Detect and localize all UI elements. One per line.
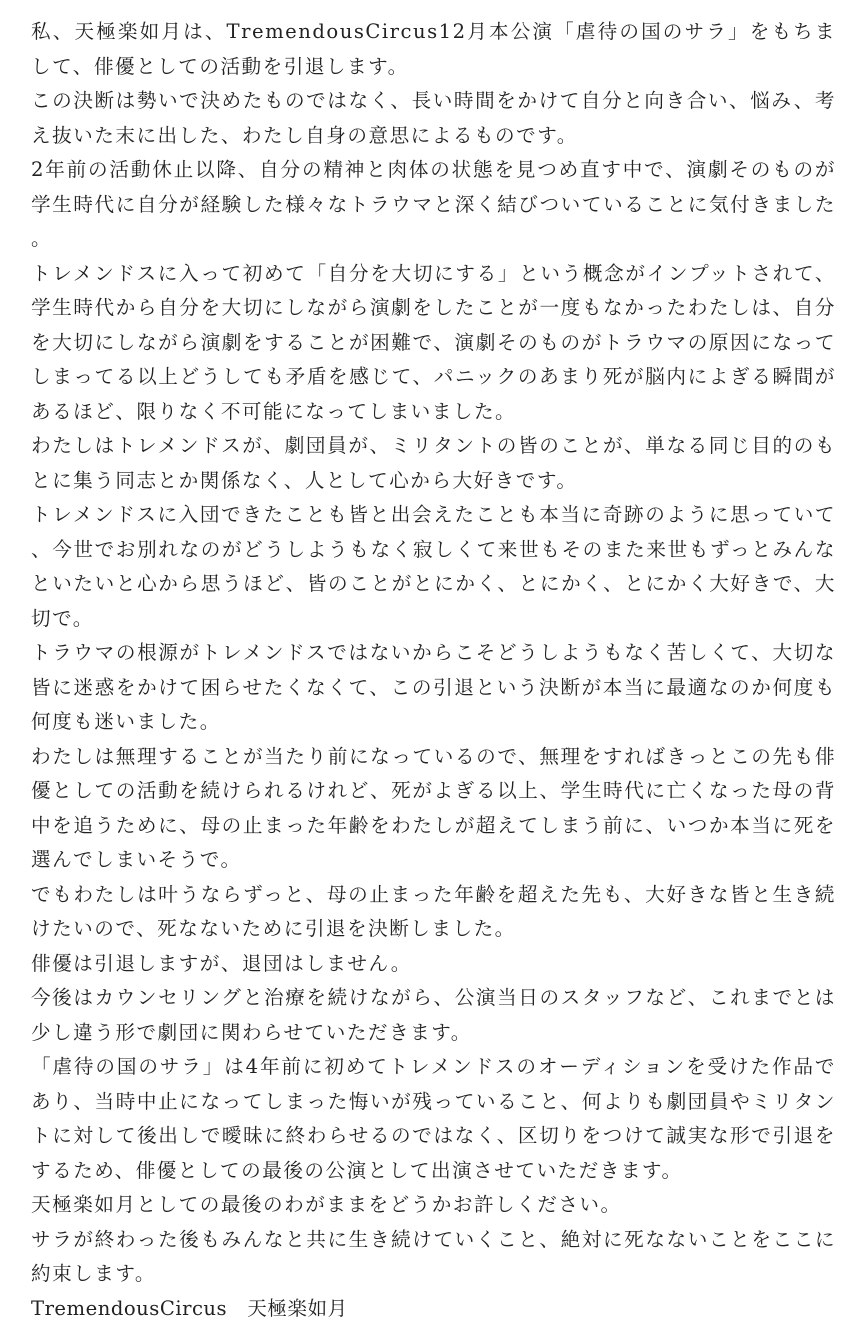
paragraph-3: 2年前の活動休止以降、自分の精神と肉体の状態を見つめ直す中で、演劇そのものが学生時代に自分が経験した様々なトラウマと深く結びついていることに気付きました。 [31, 153, 836, 257]
paragraph-8: わたしは無理することが当たり前になっているので、無理をすればきっとこの先も俳優としての活動を続けられるけれど、死がよぎる以上、学生時代に亡くなった母の背中を追うために、母の止まった年齢をわたしが超えてしまう前に、いつか本当に死を選んでしまいそうで。 [31, 740, 836, 878]
paragraph-4: トレメンドスに入って初めて「自分を大切にする」という概念がインプットされて、学生時代から自分を大切にしながら演劇をしたことが一度もなかったわたしは、自分を大切にしながら演劇をすることが困難で、演劇そのものがトラウマの原因になってしまってる以上どうしても矛盾を感じて、パニックのあまり死が脳内によぎる瞬間があるほど、限りなく不可能になってしまいました。 [31, 257, 836, 430]
statement-body [31, 15, 836, 1292]
paragraph-14: サラが終わった後もみんなと共に生き続けていくこと、絶対に死なないことをここに約束します。 [31, 1223, 836, 1292]
paragraph-13: 天極楽如月としての最後のわがままをどうかお許しください。 [31, 1188, 836, 1223]
paragraph-11: 今後はカウンセリングと治療を続けながら、公演当日のスタッフなど、これまでとは少し違う形で劇団に関わらせていただきます。 [31, 981, 836, 1050]
paragraph-10: 俳優は引退しますが、退団はしません。 [31, 947, 836, 982]
signature: TremendousCircus 天極楽如月 [31, 1292, 836, 1326]
paragraph-5: わたしはトレメンドスが、劇団員が、ミリタントの皆のことが、単なる同じ目的のもとに集う同志とか関係なく、人として心から大好きです。 [31, 429, 836, 498]
paragraph-2: この決断は勢いで決めたものではなく、長い時間をかけて自分と向き合い、悩み、考え抜いた末に出した、わたし自身の意思によるものです。 [31, 84, 836, 153]
paragraph-12: 「虐待の国のサラ」は4年前に初めてトレメンドスのオーディションを受けた作品であり、当時中止になってしまった悔いが残っていること、何よりも劇団員やミリタントに対して後出しで曖昧に終わらせるのではなく、区切りをつけて誠実な形で引退をするため、俳優としての最後の公演として出演させていただきます。 [31, 1050, 836, 1188]
paragraph-1: 私、天極楽如月は、TremendousCircus12月本公演「虐待の国のサラ」をもちまして、俳優としての活動を引退します。 [31, 15, 836, 84]
paragraph-9: でもわたしは叶うならずっと、母の止まった年齢を超えた先も、大好きな皆と生き続けたいので、死なないために引退を決断しました。 [31, 878, 836, 947]
paragraph-6: トレメンドスに入団できたことも皆と出会えたことも本当に奇跡のように思っていて、今世でお別れなのがどうしようもなく寂しくて来世もそのまた来世もずっとみんなといたいと心から思うほど、皆のことがとにかく、とにかく、とにかく大好きで、大切で。 [31, 498, 836, 636]
paragraph-7: トラウマの根源がトレメンドスではないからこそどうしようもなく苦しくて、大切な皆に迷惑をかけて困らせたくなくて、この引退という決断が本当に最適なのか何度も何度も迷いました。 [31, 636, 836, 740]
